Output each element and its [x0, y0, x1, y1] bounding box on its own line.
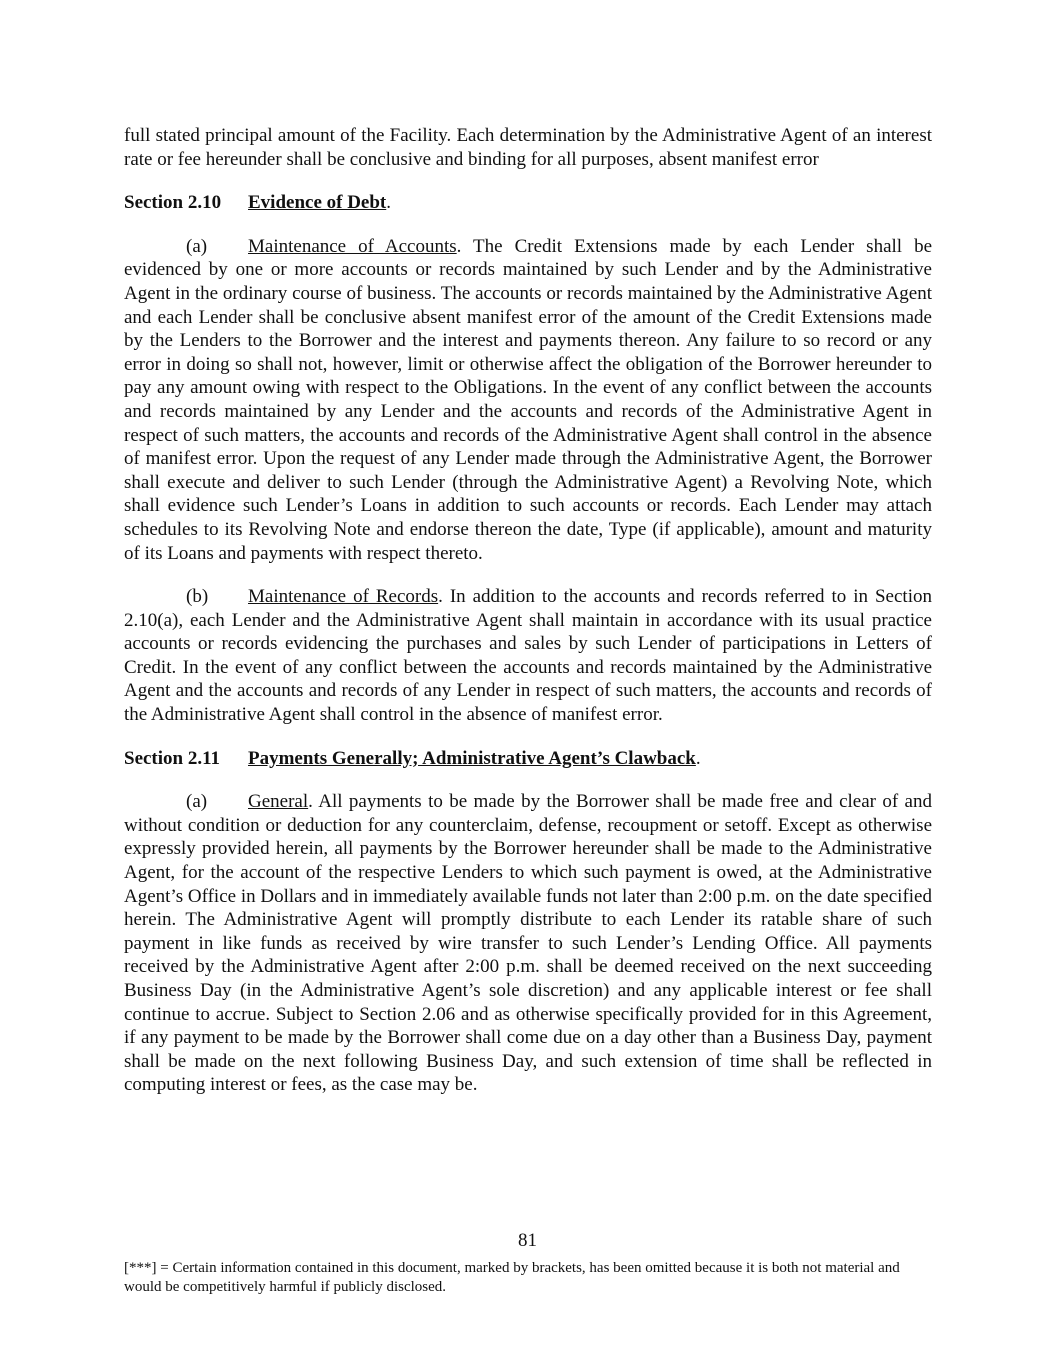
section-number: Section 2.11 [124, 747, 221, 769]
paragraph-label: (a) [186, 791, 208, 813]
paragraph-label: (a) [186, 235, 208, 257]
section-2-10-a-paragraph [124, 235, 932, 565]
paragraph-text: . In addition to the accounts and records referred to in Section 2.10(a), each Lender and the Administrative Agent shall maintain in accordance with its usual practice accounts or records evidencing the purchases and sales by such Lender of participations in Letters of Credit. In the event of any conflict between the accounts and records maintained by the Administrative Agent and the accounts and records of any Lender in respect of such matters, the accounts and records of the Administrative Agent shall control in the absence of manifest error. [124, 586, 932, 726]
section-number: Section 2.10 [124, 192, 222, 214]
section-2-10-heading [124, 191, 932, 215]
document-page [124, 124, 932, 1097]
section-title-suffix: . [695, 747, 701, 769]
paragraph-heading: Maintenance of Accounts [248, 235, 457, 257]
paragraph-text: . All payments to be made by the Borrower shall be made free and clear of and without condition or deduction for any counterclaim, defense, recoupment or setoff. Except as otherwise expressly provided herein, all payments by the Borrower hereunder shall be made to the Administrative Agent, for the account of the respective Lenders to which such payment is owed, at the Administrative Agent’s Office in Dollars and in immediately available funds not later than 2:00 p.m. on the date specified herein. The Administrative Agent will promptly distribute to each Lender its ratable share of such payment in like funds as received by wire transfer to such Lender’s Lending Office. All payments received by the Administrative Agent after 2:00 p.m. shall be deemed received on the next succeeding Business Day (in the Administrative Agent’s sole discretion) and any applicable interest or fee shall continue to accrue. Subject to Section 2.06 and as otherwise specifically provided for in this Agreement, if any payment to be made by the Borrower shall come due on a day other than a Business Day, payment shall be made on the next following Business Day, and such extension of time shall be reflected in computing interest or fees, as the case may be. [124, 791, 932, 1096]
paragraph-label: (b) [186, 586, 209, 608]
section-2-11-a-paragraph [124, 790, 932, 1097]
paragraph-heading: General [248, 791, 309, 813]
intro-paragraph: full stated principal amount of the Facility. Each determination by the Administrative Agent of an interest rate or fee hereunder shall be conclusive and binding for all purposes, absent manifest error [124, 125, 932, 170]
paragraph-heading: Maintenance of Records [248, 586, 439, 608]
section-2-10-b-paragraph [124, 585, 932, 727]
page-number: 81 [518, 1230, 537, 1251]
section-2-11-heading [124, 747, 932, 771]
section-title: Evidence of Debt [248, 192, 387, 214]
paragraph-text: . The Credit Extensions made by each Lender shall be evidenced by one or more accounts or records maintained by such Lender and by the Administrative Agent in the ordinary course of business. The accounts or records maintained by the Administrative Agent and each Lender shall be conclusive absent manifest error of the amount of the Credit Extensions made by the Lenders to the Borrower and the interest and payments thereon. Any failure to so record or any error in doing so shall not, however, limit or otherwise affect the obligation of the Borrower hereunder to pay any amount owing with respect to the Obligations. In the event of any conflict between the accounts and records maintained by any Lender and the accounts and records of the Administrative Agent in respect of such matters, the accounts and records of the Administrative Agent shall control in the absence of manifest error. Upon the request of any Lender made through the Administrative Agent, the Borrower shall execute and deliver to such Lender (through the Administrative Agent) a Revolving Note, which shall evidence such Lender’s Loans in addition to such accounts or records. Each Lender may attach schedules to its Revolving Note and endorse thereon the date, Type (if applicable), amount and maturity of its Loans and payments with respect thereto. [124, 235, 933, 564]
section-title: Payments Generally; Administrative Agent’s Clawback [248, 747, 696, 769]
footnote: [***] = Certain information contained in this document, marked by brackets, has been omitted because it is both not material and would be competitively harmful if publicly disclosed. [124, 1260, 900, 1295]
section-title-suffix: . [386, 192, 392, 214]
